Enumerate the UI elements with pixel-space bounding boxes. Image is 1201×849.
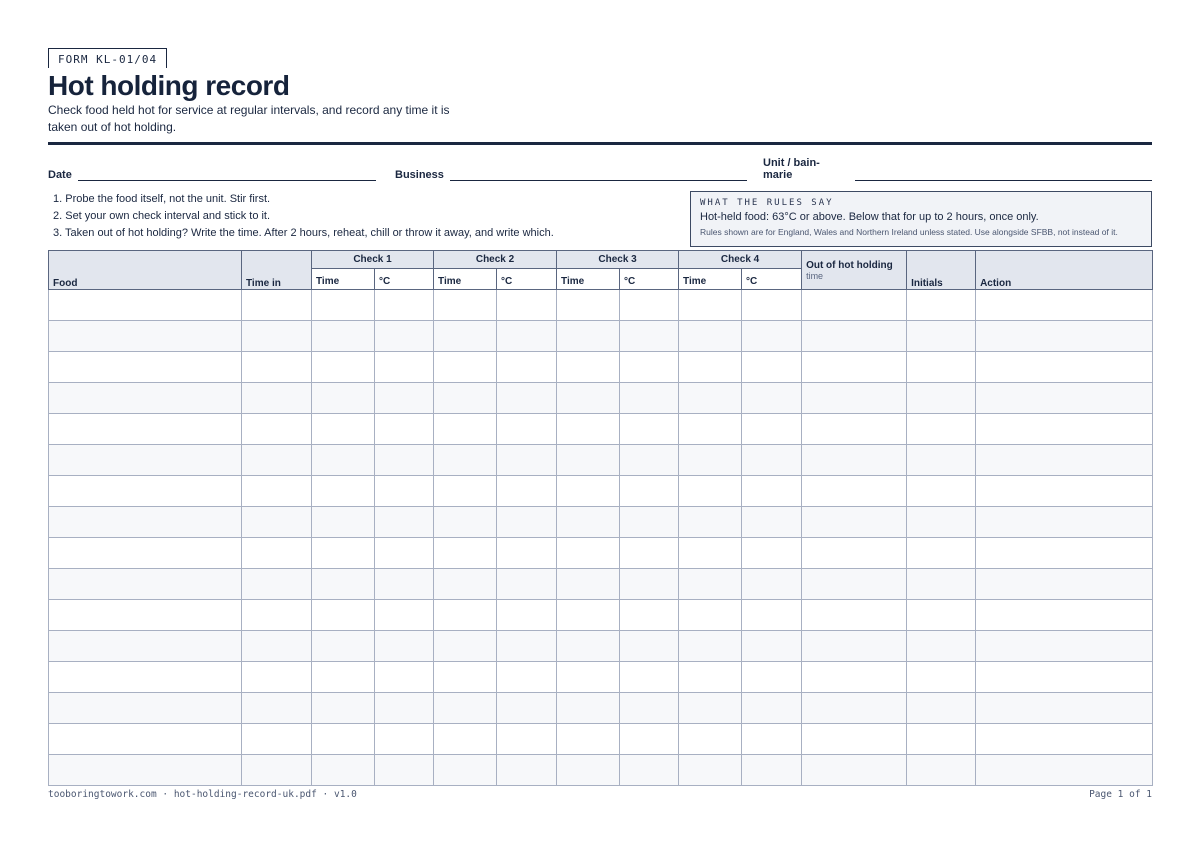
col-time-in: Time in bbox=[242, 251, 312, 290]
table-cell[interactable] bbox=[802, 476, 907, 507]
table-cell[interactable] bbox=[557, 476, 620, 507]
table-cell[interactable] bbox=[49, 507, 242, 538]
table-cell[interactable] bbox=[907, 569, 976, 600]
table-cell[interactable] bbox=[907, 724, 976, 755]
table-cell[interactable] bbox=[976, 414, 1153, 445]
table-cell[interactable] bbox=[907, 662, 976, 693]
table-row bbox=[49, 662, 1153, 693]
table-cell[interactable] bbox=[802, 538, 907, 569]
table-cell[interactable] bbox=[434, 414, 497, 445]
table-cell[interactable] bbox=[375, 507, 434, 538]
table-cell[interactable] bbox=[802, 693, 907, 724]
table-cell[interactable] bbox=[802, 290, 907, 321]
table-cell[interactable] bbox=[907, 383, 976, 414]
table-cell[interactable] bbox=[375, 724, 434, 755]
table-cell[interactable] bbox=[497, 569, 557, 600]
table-cell[interactable] bbox=[802, 383, 907, 414]
table-cell[interactable] bbox=[679, 321, 742, 352]
table-cell[interactable] bbox=[312, 569, 375, 600]
table-cell[interactable] bbox=[907, 600, 976, 631]
table-cell[interactable] bbox=[434, 476, 497, 507]
table-cell[interactable] bbox=[742, 569, 802, 600]
out-label: Out of hot holding bbox=[806, 259, 893, 271]
table-cell[interactable] bbox=[49, 321, 242, 352]
table-cell[interactable] bbox=[557, 414, 620, 445]
date-field[interactable] bbox=[48, 157, 395, 181]
out-sub-label: time bbox=[806, 270, 824, 281]
table-cell[interactable] bbox=[242, 476, 312, 507]
table-cell[interactable] bbox=[907, 352, 976, 383]
table-cell[interactable] bbox=[976, 600, 1153, 631]
table-cell[interactable] bbox=[976, 662, 1153, 693]
table-cell[interactable] bbox=[620, 445, 679, 476]
date-line[interactable] bbox=[78, 168, 376, 181]
table-cell[interactable] bbox=[742, 445, 802, 476]
table-row bbox=[49, 476, 1153, 507]
table-cell[interactable] bbox=[375, 755, 434, 786]
table-cell[interactable] bbox=[976, 755, 1153, 786]
table-row bbox=[49, 507, 1153, 538]
table-cell[interactable] bbox=[497, 724, 557, 755]
table-cell[interactable] bbox=[242, 662, 312, 693]
rules-main: Hot-held food: 63°C or above. Below that for up to 2 hours, once only. bbox=[700, 211, 1039, 223]
table-cell[interactable] bbox=[907, 631, 976, 662]
table-cell[interactable] bbox=[434, 600, 497, 631]
col-check-1: Check 1 bbox=[312, 251, 434, 269]
table-cell[interactable] bbox=[434, 631, 497, 662]
table-cell[interactable] bbox=[375, 569, 434, 600]
table-cell[interactable] bbox=[497, 662, 557, 693]
table-cell[interactable] bbox=[907, 507, 976, 538]
table-cell[interactable] bbox=[976, 352, 1153, 383]
table-cell[interactable] bbox=[742, 755, 802, 786]
table-cell[interactable] bbox=[742, 693, 802, 724]
table-cell[interactable] bbox=[557, 569, 620, 600]
table-cell[interactable] bbox=[312, 631, 375, 662]
table-cell[interactable] bbox=[434, 321, 497, 352]
table-cell[interactable] bbox=[620, 383, 679, 414]
table-cell[interactable] bbox=[679, 352, 742, 383]
table-cell[interactable] bbox=[242, 538, 312, 569]
table-cell[interactable] bbox=[742, 631, 802, 662]
table-cell[interactable] bbox=[620, 352, 679, 383]
table-cell[interactable] bbox=[375, 321, 434, 352]
table-cell[interactable] bbox=[497, 383, 557, 414]
table-cell[interactable] bbox=[742, 538, 802, 569]
table-body bbox=[49, 290, 1153, 786]
table-cell[interactable] bbox=[802, 352, 907, 383]
table-cell[interactable] bbox=[497, 631, 557, 662]
table-cell[interactable] bbox=[434, 693, 497, 724]
table-cell[interactable] bbox=[49, 693, 242, 724]
table-cell[interactable] bbox=[434, 290, 497, 321]
table-cell[interactable] bbox=[620, 414, 679, 445]
table-cell[interactable] bbox=[907, 445, 976, 476]
table-row bbox=[49, 631, 1153, 662]
table-cell[interactable] bbox=[742, 352, 802, 383]
table-cell[interactable] bbox=[620, 755, 679, 786]
table-cell[interactable] bbox=[557, 290, 620, 321]
table-cell[interactable] bbox=[375, 383, 434, 414]
table-cell[interactable] bbox=[312, 600, 375, 631]
table-cell[interactable] bbox=[802, 755, 907, 786]
table-cell[interactable] bbox=[312, 507, 375, 538]
table-cell[interactable] bbox=[620, 693, 679, 724]
table-cell[interactable] bbox=[620, 321, 679, 352]
table-cell[interactable] bbox=[976, 631, 1153, 662]
table-cell[interactable] bbox=[620, 290, 679, 321]
table-cell[interactable] bbox=[375, 662, 434, 693]
table-cell[interactable] bbox=[679, 507, 742, 538]
table-cell[interactable] bbox=[679, 445, 742, 476]
table-cell[interactable] bbox=[679, 662, 742, 693]
table-cell[interactable] bbox=[49, 352, 242, 383]
table-cell[interactable] bbox=[907, 290, 976, 321]
table-cell[interactable] bbox=[907, 693, 976, 724]
table-cell[interactable] bbox=[976, 445, 1153, 476]
table-cell[interactable] bbox=[375, 445, 434, 476]
table-cell[interactable] bbox=[497, 321, 557, 352]
step-2: 2. Set your own check interval and stick to it. bbox=[53, 210, 271, 222]
table-cell[interactable] bbox=[907, 476, 976, 507]
table-cell[interactable] bbox=[497, 445, 557, 476]
page-title: Hot holding record bbox=[48, 70, 290, 101]
table-cell[interactable] bbox=[976, 290, 1153, 321]
table-cell[interactable] bbox=[49, 290, 242, 321]
form-code: FORM KL-01/04 bbox=[48, 48, 167, 68]
form-page bbox=[48, 48, 1152, 247]
table-cell[interactable] bbox=[557, 693, 620, 724]
table-cell[interactable] bbox=[375, 414, 434, 445]
table-cell[interactable] bbox=[620, 600, 679, 631]
table-cell[interactable] bbox=[497, 414, 557, 445]
table-cell[interactable] bbox=[242, 383, 312, 414]
table-cell[interactable] bbox=[375, 352, 434, 383]
table-cell[interactable] bbox=[679, 569, 742, 600]
table-cell[interactable] bbox=[620, 476, 679, 507]
table-cell[interactable] bbox=[679, 383, 742, 414]
table-cell[interactable] bbox=[434, 352, 497, 383]
table-cell[interactable] bbox=[976, 569, 1153, 600]
table-cell[interactable] bbox=[434, 724, 497, 755]
table-cell[interactable] bbox=[375, 476, 434, 507]
table-cell[interactable] bbox=[620, 569, 679, 600]
table-cell[interactable] bbox=[742, 383, 802, 414]
table-cell[interactable] bbox=[434, 507, 497, 538]
table-cell[interactable] bbox=[679, 538, 742, 569]
col-action: Action bbox=[976, 251, 1153, 290]
table-cell[interactable] bbox=[976, 538, 1153, 569]
table-cell[interactable] bbox=[742, 476, 802, 507]
header-fields bbox=[48, 157, 1152, 181]
table-cell[interactable] bbox=[976, 321, 1153, 352]
table-cell[interactable] bbox=[242, 352, 312, 383]
table-cell[interactable] bbox=[312, 290, 375, 321]
footer-source: tooboringtowork.com · hot-holding-record-uk.pdf · v1.0 bbox=[48, 789, 357, 800]
table-cell[interactable] bbox=[434, 383, 497, 414]
table-cell[interactable] bbox=[49, 538, 242, 569]
table-cell[interactable] bbox=[49, 414, 242, 445]
check-1-time: Time bbox=[312, 269, 375, 290]
table-cell[interactable] bbox=[907, 321, 976, 352]
check-1-temp: °C bbox=[375, 269, 434, 290]
table-row bbox=[49, 538, 1153, 569]
table-cell[interactable] bbox=[49, 476, 242, 507]
table-cell[interactable] bbox=[375, 538, 434, 569]
table-cell[interactable] bbox=[49, 383, 242, 414]
footer-page: Page 1 of 1 bbox=[1089, 789, 1152, 800]
unit-field[interactable] bbox=[763, 157, 1152, 181]
table-cell[interactable] bbox=[679, 631, 742, 662]
table-row bbox=[49, 755, 1153, 786]
header-divider bbox=[48, 142, 1152, 145]
table-cell[interactable] bbox=[497, 507, 557, 538]
rules-note: Rules shown are for England, Wales and Northern Ireland unless stated. Use alongside SFBB, not instead of it. bbox=[700, 227, 1118, 237]
table-row bbox=[49, 290, 1153, 321]
table-cell[interactable] bbox=[434, 538, 497, 569]
table-cell[interactable] bbox=[242, 693, 312, 724]
table-cell[interactable] bbox=[49, 445, 242, 476]
table-cell[interactable] bbox=[375, 631, 434, 662]
check-3-temp: °C bbox=[620, 269, 679, 290]
table-cell[interactable] bbox=[312, 755, 375, 786]
table-cell[interactable] bbox=[802, 662, 907, 693]
table-row bbox=[49, 414, 1153, 445]
table-cell[interactable] bbox=[976, 724, 1153, 755]
table-cell[interactable] bbox=[620, 662, 679, 693]
table-cell[interactable] bbox=[679, 693, 742, 724]
page-footer bbox=[48, 789, 1152, 800]
table-cell[interactable] bbox=[976, 476, 1153, 507]
table-row bbox=[49, 693, 1153, 724]
table-cell[interactable] bbox=[375, 600, 434, 631]
table-cell[interactable] bbox=[976, 693, 1153, 724]
table-cell[interactable] bbox=[557, 600, 620, 631]
table-cell[interactable] bbox=[907, 755, 976, 786]
table-cell[interactable] bbox=[976, 383, 1153, 414]
business-label: Business bbox=[395, 169, 444, 181]
table-cell[interactable] bbox=[557, 352, 620, 383]
table-cell[interactable] bbox=[557, 507, 620, 538]
table-cell[interactable] bbox=[242, 290, 312, 321]
table-cell[interactable] bbox=[802, 600, 907, 631]
table-row bbox=[49, 600, 1153, 631]
table-row bbox=[49, 724, 1153, 755]
page-subtitle: Check food held hot for service at regular intervals, and record any time it is taken out of hot holding. bbox=[48, 103, 450, 134]
col-food: Food bbox=[49, 251, 242, 290]
table-cell[interactable] bbox=[802, 631, 907, 662]
table-row bbox=[49, 352, 1153, 383]
table-cell[interactable] bbox=[312, 693, 375, 724]
table-cell[interactable] bbox=[242, 507, 312, 538]
table-cell[interactable] bbox=[242, 321, 312, 352]
table-cell[interactable] bbox=[312, 383, 375, 414]
table-row bbox=[49, 383, 1153, 414]
table-row bbox=[49, 321, 1153, 352]
table-cell[interactable] bbox=[976, 507, 1153, 538]
col-check-3: Check 3 bbox=[557, 251, 679, 269]
table-cell[interactable] bbox=[742, 321, 802, 352]
table-cell[interactable] bbox=[497, 538, 557, 569]
table-cell[interactable] bbox=[312, 662, 375, 693]
step-1: 1. Probe the food itself, not the unit. Stir first. bbox=[53, 193, 271, 205]
col-out-of-hot-holding bbox=[802, 251, 907, 290]
table-cell[interactable] bbox=[742, 600, 802, 631]
col-check-4: Check 4 bbox=[679, 251, 802, 269]
col-initials: Initials bbox=[907, 251, 976, 290]
table-cell[interactable] bbox=[679, 414, 742, 445]
table-cell[interactable] bbox=[312, 414, 375, 445]
instructions-row bbox=[48, 191, 1152, 247]
table-cell[interactable] bbox=[907, 538, 976, 569]
table-cell[interactable] bbox=[497, 476, 557, 507]
check-2-temp: °C bbox=[497, 269, 557, 290]
table-cell[interactable] bbox=[557, 538, 620, 569]
table-cell[interactable] bbox=[312, 352, 375, 383]
table-cell[interactable] bbox=[375, 693, 434, 724]
table-cell[interactable] bbox=[742, 290, 802, 321]
table-cell[interactable] bbox=[742, 414, 802, 445]
table-cell[interactable] bbox=[497, 352, 557, 383]
table-cell[interactable] bbox=[802, 414, 907, 445]
table-cell[interactable] bbox=[557, 445, 620, 476]
table-cell[interactable] bbox=[557, 383, 620, 414]
table-cell[interactable] bbox=[434, 755, 497, 786]
table-cell[interactable] bbox=[620, 724, 679, 755]
table-cell[interactable] bbox=[242, 724, 312, 755]
table-cell[interactable] bbox=[557, 755, 620, 786]
table-cell[interactable] bbox=[679, 755, 742, 786]
table-cell[interactable] bbox=[620, 631, 679, 662]
rules-heading: WHAT THE RULES SAY bbox=[700, 198, 834, 208]
col-check-2: Check 2 bbox=[434, 251, 557, 269]
table-cell[interactable] bbox=[802, 507, 907, 538]
table-cell[interactable] bbox=[434, 569, 497, 600]
table-cell[interactable] bbox=[620, 507, 679, 538]
check-4-temp: °C bbox=[742, 269, 802, 290]
table-cell[interactable] bbox=[742, 662, 802, 693]
business-line[interactable] bbox=[450, 168, 747, 181]
table-cell[interactable] bbox=[312, 321, 375, 352]
table-cell[interactable] bbox=[375, 290, 434, 321]
table-cell[interactable] bbox=[557, 724, 620, 755]
table-cell[interactable] bbox=[49, 755, 242, 786]
table-cell[interactable] bbox=[679, 476, 742, 507]
check-3-time: Time bbox=[557, 269, 620, 290]
table-cell[interactable] bbox=[497, 600, 557, 631]
table-cell[interactable] bbox=[497, 755, 557, 786]
check-4-time: Time bbox=[679, 269, 742, 290]
business-field[interactable] bbox=[395, 157, 763, 181]
date-label: Date bbox=[48, 169, 72, 181]
table-cell[interactable] bbox=[557, 631, 620, 662]
table-cell[interactable] bbox=[679, 724, 742, 755]
table-cell[interactable] bbox=[49, 600, 242, 631]
table-cell[interactable] bbox=[742, 724, 802, 755]
table-cell[interactable] bbox=[49, 631, 242, 662]
table-cell[interactable] bbox=[620, 538, 679, 569]
unit-label: Unit / bain-marie bbox=[763, 157, 820, 181]
table-cell[interactable] bbox=[434, 445, 497, 476]
table-row bbox=[49, 569, 1153, 600]
table-cell[interactable] bbox=[242, 569, 312, 600]
table-cell[interactable] bbox=[497, 693, 557, 724]
table-cell[interactable] bbox=[802, 321, 907, 352]
check-2-time: Time bbox=[434, 269, 497, 290]
table-cell[interactable] bbox=[242, 631, 312, 662]
table-cell[interactable] bbox=[742, 507, 802, 538]
table-cell[interactable] bbox=[802, 569, 907, 600]
table-cell[interactable] bbox=[312, 724, 375, 755]
hot-holding-table bbox=[48, 250, 1153, 786]
table-cell[interactable] bbox=[557, 321, 620, 352]
table-cell[interactable] bbox=[242, 445, 312, 476]
table-cell[interactable] bbox=[907, 414, 976, 445]
table-cell[interactable] bbox=[312, 476, 375, 507]
instruction-steps bbox=[48, 191, 554, 247]
table-cell[interactable] bbox=[497, 290, 557, 321]
table-cell[interactable] bbox=[312, 445, 375, 476]
table-cell[interactable] bbox=[434, 662, 497, 693]
table-cell[interactable] bbox=[49, 662, 242, 693]
step-3: 3. Taken out of hot holding? Write the time. After 2 hours, reheat, chill or throw it away, and write which. bbox=[53, 227, 554, 239]
table-cell[interactable] bbox=[312, 538, 375, 569]
table-cell[interactable] bbox=[802, 445, 907, 476]
rules-box bbox=[690, 191, 1152, 247]
table-cell[interactable] bbox=[242, 414, 312, 445]
table-cell[interactable] bbox=[242, 600, 312, 631]
table-cell[interactable] bbox=[557, 662, 620, 693]
table-row bbox=[49, 445, 1153, 476]
table-cell[interactable] bbox=[49, 724, 242, 755]
table-cell[interactable] bbox=[242, 755, 312, 786]
table-cell[interactable] bbox=[679, 290, 742, 321]
table-cell[interactable] bbox=[49, 569, 242, 600]
table-cell[interactable] bbox=[802, 724, 907, 755]
table-cell[interactable] bbox=[679, 600, 742, 631]
unit-line[interactable] bbox=[855, 168, 1152, 181]
